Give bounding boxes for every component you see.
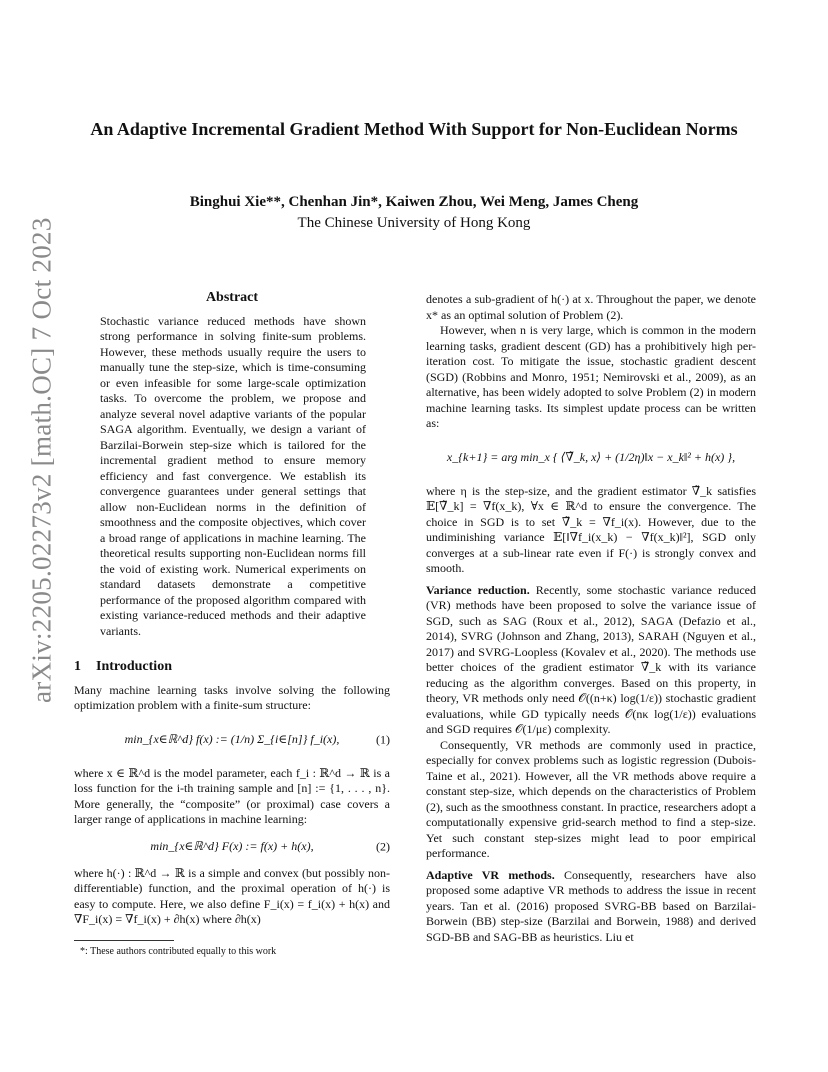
right-column xyxy=(426,292,756,945)
author-list: Binghui Xie**, Chenhan Jin*, Kaiwen Zhou, Wei Meng, James Cheng xyxy=(189,194,639,210)
paragraph-heading: Adaptive VR methods. xyxy=(426,867,555,882)
body-paragraph: Consequently, VR methods are commonly used in practice, especially for convex problems such as logistic regression (Dubois-Taine et al., 2021). However, all the VR methods above require a constant step-size, which depends on the characteristics of Problem (2), such as the smoothness constant. In practice, researchers adopt a computationally expensive grid-search method to find a step-size. Yet such constant step-sizes might lead to poor empirical performance. xyxy=(426,737,756,860)
left-column xyxy=(74,290,390,958)
equation-sgd-update-body: x_{k+1} = arg min_x { ⟨∇̃_k, x⟩ + (1/2η)‖x − x_k‖² + h(x) }, xyxy=(446,449,736,464)
affiliation: The Chinese University of Hong Kong xyxy=(297,215,531,231)
paragraph-text: Consequently, researchers have also proposed some adaptive VR methods to address the issue in recent years. Tan et al. (2016) proposed SVRG-BB based on Barzilai-Borwein (BB) step-size (Barzilai and Borwein, 1988) and derived SGD-BB and SAG-BB as heuristics. Liu et xyxy=(426,867,757,944)
footnote-divider xyxy=(74,940,174,941)
equation-1-body: min_{x∈ℝ^d} f(x) := (1/n) Σ_{i∈[n]} f_i(x), xyxy=(124,731,340,746)
adaptive-vr-paragraph xyxy=(426,868,756,946)
intro-paragraph: Many machine learning tasks involve solving the following optimization problem with a finite-sum structure: xyxy=(74,682,390,712)
paragraph-heading: Variance reduction. xyxy=(426,582,530,597)
section-number: 1 xyxy=(74,659,81,674)
section-title: Introduction xyxy=(96,659,172,674)
equation-1 xyxy=(74,714,390,766)
equation-1-number: (1) xyxy=(376,731,390,746)
equation-2-number: (2) xyxy=(376,838,390,853)
equation-2-body: min_{x∈ℝ^d} F(x) := f(x) + h(x), xyxy=(150,838,314,853)
equation-sgd-update xyxy=(426,432,756,484)
paper-title: An Adaptive Incremental Gradient Method With Support for Non-Euclidean Norms xyxy=(90,119,738,139)
variance-reduction-paragraph xyxy=(426,583,756,738)
abstract-heading: Abstract xyxy=(205,290,259,305)
intro-paragraph: where x ∈ ℝ^d is the model parameter, each f_i : ℝ^d → ℝ is a loss function for the i-th training sample and [n] := {1, . . . , n}. More generally, the “composite” (or proximal) case covers a larger range of applications in machine learning: xyxy=(74,765,390,826)
arxiv-identifier: arXiv:2205.02273v2 [math.OC] 7 Oct 2023 xyxy=(26,217,57,704)
body-paragraph: where η is the step-size, and the gradient estimator ∇̃_k satisfies 𝔼[∇̃_k] = ∇f(x_k), ∀x ∈ ℝ^d to ensure the convergence. The choice in SGD is to set ∇̃_k = ∇f_i(x). However, due to the undiminishing variance 𝔼[‖∇f_i(x_k) − ∇f(x_k)‖²], SGD only converges at a sub-linear rate even if F(·) is strongly convex and smooth. xyxy=(426,483,756,575)
equation-2 xyxy=(74,828,390,866)
abstract-text: Stochastic variance reduced methods have shown strong performance in solving finite-sum problems. However, these methods usually require the users to manually tune the step-size, which is time-consuming or even infeasible for some large-scale optimization tasks. To overcome the problem, we propose and analyze several novel adaptive variants of the popular SAGA algorithm. Eventually, we design a variant of Barzilai-Borwein step-size which is tailored for the incremental gradient method to ensure memory efficiency and fast convergence. We establish its convergence guarantees under general settings that allow non-Euclidean norms in the definition of smoothness and the composite objectives, which cover a broad range of applications in machine learning. The theoretical results supporting non-Euclidean norms fill the void of existing work. Numerical experiments on standard datasets demonstrate a competitive performance of the proposed algorithm compared with existing variance-reduced methods and their adaptive variants. xyxy=(100,313,366,638)
body-paragraph: denotes a sub-gradient of h(·) at x. Throughout the paper, we denote x* as an optimal solution of Problem (2). xyxy=(426,292,756,322)
body-paragraph: However, when n is very large, which is common in the modern learning tasks, gradient descent (GD) has a prohibitively high per-iteration cost. To mitigate the issue, stochastic gradient descent (SGD) (Robbins and Monro, 1951; Nemirovski et al., 2009), as an alternative, has been widely adopted to solve Problem (2) in modern machine learning tasks. Its simplest update process can be written as: xyxy=(426,323,756,430)
intro-paragraph: where h(·) : ℝ^d → ℝ is a simple and convex (but possibly non-differentiable) function, and the proximal operation of h(·) is easy to compute. Here, we also define F_i(x) = f_i(x) + h(x) and ∇F_i(x) = ∇f_i(x) + ∂h(x) where ∂h(x) xyxy=(74,865,390,926)
paragraph-text: Recently, some stochastic variance reduced (VR) methods have been proposed to solve the variance issue of SGD, such as SAG (Roux et al., 2012), SAGA (Defazio et al., 2014), SVRG (Johnson and Zhang, 2013), SARAH (Nguyen et al., 2017) and SVRG-Loopless (Kovalev et al., 2020). The methods use better choices of the gradient estimator ∇̃_k with its variance reducing as the algorithm converges. Based on this property, in theory, VR methods only need 𝒪((n+κ) log(1/ε)) stochastic gradient evaluations, while GD typically needs 𝒪(nκ log(1/ε)) evaluations and SGD requires 𝒪(1/με) complexity. xyxy=(426,582,756,736)
section-heading-introduction xyxy=(74,659,390,675)
footnote: *: These authors contributed equally to this work xyxy=(80,945,277,957)
